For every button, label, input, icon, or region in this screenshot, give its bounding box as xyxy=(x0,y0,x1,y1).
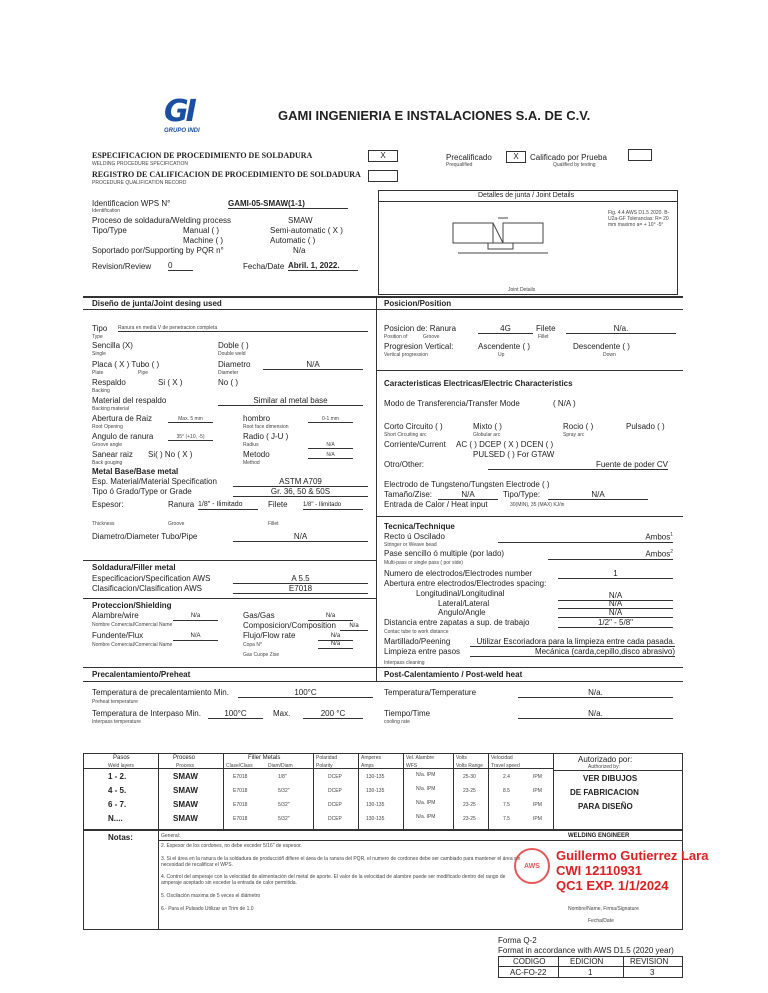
table-row-3-speed: 7.5 xyxy=(503,802,510,808)
alambre-label: Alambre/wire xyxy=(92,611,139,620)
corriente-label: Corriente/Current xyxy=(384,440,446,449)
radio-label: Radio ( J-U ) xyxy=(243,432,289,441)
note-item-5: 5. Oscilación maxima de 5 veces el diámetro xyxy=(161,893,261,899)
table-row-4-diam: 5/32" xyxy=(278,816,290,822)
interpaso-min-value: 100°C xyxy=(208,709,263,719)
edicion-label: EDICION xyxy=(570,957,604,966)
post-temp-label: Temperatura/Temperature xyxy=(384,688,477,697)
numero-electrodos-label: Numero de electrodos/Electrodes number xyxy=(384,569,533,578)
interpass-cleaning-en: Interpass cleaning xyxy=(384,660,425,666)
distancia-value: 1/2" - 5/8" xyxy=(558,618,673,628)
precal-label-en: Prequalified xyxy=(446,162,473,168)
proceso-value: SMAW xyxy=(288,216,313,225)
progresion-label: Progresion Vertical: xyxy=(384,342,454,351)
signature-cwi: CWI 12110931 xyxy=(556,863,643,878)
table-row-4-pasos: N.... xyxy=(108,814,123,823)
fecha-firma-label: Fecha/Date xyxy=(588,918,614,924)
table-row-1-pasos: 1 - 2. xyxy=(108,772,127,781)
table-row-2-ipm: IPM xyxy=(533,788,542,794)
hombro-label: hombro xyxy=(243,414,271,423)
entrada-calor-value: 30(MIN), 35 (MAX) KJ/in xyxy=(510,502,565,508)
metodo-label: Metodo xyxy=(243,450,270,459)
company-logo: GI xyxy=(164,94,194,129)
fillet-en: Fillet xyxy=(268,521,279,527)
table-row-2-volts: 23-25 xyxy=(463,788,476,794)
modo-value: ( N/A ) xyxy=(553,399,576,408)
tamano-label: Tamaño/Zise: xyxy=(384,490,433,499)
metal-base-title: Metal Base/Base metal xyxy=(92,467,179,476)
back-gouging-en: Back gouging xyxy=(92,460,123,466)
tipo-semi: Semi-automatic ( X ) xyxy=(270,226,343,235)
note-item-4: 4. Control del amperaje con la velocidad de alimentación del metal de aporte. El valor de la velocidad de alambre puede ser modificado dentro del rango de amperaje aceptado sin exceder la entrada de calor permitida. xyxy=(161,874,506,886)
copa-value: N/a xyxy=(318,641,353,649)
interpaso-label: Temperatura de Interpaso Min. xyxy=(92,709,201,718)
spray-en: Spray arc xyxy=(563,432,585,438)
ascendente: Ascendente ( ) xyxy=(478,342,531,351)
document-page xyxy=(78,88,709,983)
soldadura-title: Soldadura/Filler metal xyxy=(92,563,176,572)
posicion-title: Posicion/Position xyxy=(384,299,452,308)
table-row-4-clase: E7018 xyxy=(233,816,248,822)
otro-value: Fuente de poder CV xyxy=(488,460,668,470)
table-row-1-amps: 130-135 xyxy=(366,774,385,780)
respaldo-si: Si ( X ) xyxy=(158,378,183,387)
revision-footer-value: 3 xyxy=(650,968,655,977)
ranura-value: 1/8" - Ilimitado xyxy=(198,501,258,510)
calprueba-label-en: Qualified by testing xyxy=(553,162,596,168)
th-velocidad: Velocidad xyxy=(491,755,513,761)
stringer-en: Stringer or Weave bead xyxy=(384,542,437,548)
preheat-en: Preheat temperature xyxy=(92,699,138,705)
interpaso-max-value: 200 °C xyxy=(303,709,363,719)
th-vel-alambre: Vel. Alambre xyxy=(406,755,435,761)
pqr-checkbox[interactable] xyxy=(368,170,398,182)
calprueba-checkbox[interactable] xyxy=(628,149,652,161)
soldadura-clas-label: Clasificacion/Clasification AWS xyxy=(92,584,202,593)
auth-text-3: PARA DISEÑO xyxy=(578,802,633,811)
short-en: Short Circuiting arc xyxy=(384,432,427,438)
th-wfs: WFS xyxy=(406,763,418,769)
corriente-value: AC ( ) DCEP ( X ) DCEN ( ) xyxy=(456,440,554,449)
abertura-raiz-label: Abertura de Raiz xyxy=(92,414,153,423)
longitudinal-value: N/A xyxy=(558,591,673,601)
groove-en: Groove xyxy=(168,521,185,527)
corto-circuito: Corto Circuito ( ) xyxy=(384,422,443,431)
th-pasos-en: Weld layers xyxy=(108,763,135,769)
table-row-4-amps: 130-135 xyxy=(366,816,385,822)
note-item-3: 3. Si el área en la ranura de la soldadura de produccióñ difiere el área de la ranura del PQR, el numero de cordones debe ser cambiado para mantener el área sin necesidad de recalificar el WPS. xyxy=(161,856,521,868)
tipo-machine: Machine ( ) xyxy=(183,236,224,245)
gas-value: N/a xyxy=(308,613,353,621)
radius-en: Radius xyxy=(243,442,259,448)
alambre-value: N/a xyxy=(173,613,218,621)
table-row-4-ipm: IPM xyxy=(533,816,542,822)
diametro-value: N/A xyxy=(263,360,363,370)
table-row-3-clase: E7018 xyxy=(233,802,248,808)
espesor-label: Espesor: xyxy=(92,500,124,509)
contact-en: Contac tube to work distance xyxy=(384,629,449,635)
table-row-2-proceso: SMAW xyxy=(173,786,198,795)
fillet-pos-en: Fillet xyxy=(538,334,549,340)
table-row-1-ipm: IPM xyxy=(533,774,542,780)
pipe-en: Pipe xyxy=(138,370,149,376)
pulsado: Pulsado ( ) xyxy=(626,422,665,431)
wps-title-en: WELDING PROCEDURE SPECIFICATION xyxy=(92,161,189,167)
soldadura-espec-value: A 5.5 xyxy=(233,574,368,584)
gas-cup-en: Gas Cuope Zise xyxy=(243,652,280,658)
gas-label: Gas/Gas xyxy=(243,611,275,620)
globular-en: Globular arc xyxy=(473,432,501,438)
signature-name: Guillermo Gutierrez Lara xyxy=(556,848,709,863)
distancia-label: Distancia entre zapatas a sup. de trabajo xyxy=(384,618,530,627)
diseno-tipo-value: Ranura en media V de penetracion completa xyxy=(118,325,368,332)
table-row-4-speed: 7.5 xyxy=(503,816,510,822)
angulo-tec-value: N/A xyxy=(558,608,673,618)
table-row-3-amps: 130-135 xyxy=(366,802,385,808)
double-en: Double weld xyxy=(218,351,246,357)
composicion-label: Composicion/Composition xyxy=(243,621,336,630)
table-row-1-wfs: N/a. IPM xyxy=(416,772,436,778)
multipass-en: Multi-pass or single pass ( por side) xyxy=(384,560,463,566)
soportado-label: Soportado por/Supporting by PQR n° xyxy=(92,246,224,255)
placa-tubo: Placa ( X ) Tubo ( ) xyxy=(92,360,160,369)
electricas-title: Caracteristicas Electricas/Electric Characteristics xyxy=(384,379,573,388)
table-row-4-pol: DCEP xyxy=(328,816,342,822)
tamano-value: N/A xyxy=(438,490,498,500)
joint-details-title: Detalles de junta / Joint Details xyxy=(478,192,575,199)
thickness-en: Thickness xyxy=(92,521,115,527)
up-en: Up xyxy=(498,352,505,358)
th-clase: Clase/Class xyxy=(226,763,253,769)
posicion-ranura-value: 4G xyxy=(478,324,533,334)
numero-electrodos-value: 1 xyxy=(558,569,673,579)
filete-value: 1/8" - Ilimitado xyxy=(303,502,363,510)
tipo-label: Tipo/Type xyxy=(92,226,127,235)
proteccion-title: Proteccion/Shielding xyxy=(92,601,172,610)
calprueba-label: Calificado por Prueba xyxy=(530,153,607,162)
table-row-4-volts: 23-25 xyxy=(463,816,476,822)
soldadura-espec-label: Especificacion/Specification AWS xyxy=(92,574,211,583)
signature-qc1: QC1 EXP. 1/1/2024 xyxy=(556,878,669,893)
table-row-3-pol: DCEP xyxy=(328,802,342,808)
table-row-2-amps: 130-135 xyxy=(366,788,385,794)
recto-label: Recto ú Oscilado xyxy=(384,532,445,541)
th-volts: Volts xyxy=(456,755,467,761)
entrada-calor-label: Entrada de Calor / Heat input xyxy=(384,500,488,509)
proceso-label: Proceso de soldadura/Welding process xyxy=(92,216,232,225)
posicion-label: Posicion de: Ranura xyxy=(384,324,457,333)
auth-text-2: DE FABRICACION xyxy=(570,788,639,797)
table-row-2-wfs: N/a. IPM xyxy=(416,786,436,792)
plate-en: Plate xyxy=(92,370,104,376)
root-opening-en: Root Opening xyxy=(92,424,123,430)
th-diam: Diam/Diam xyxy=(268,763,293,769)
otro-label: Otro/Other: xyxy=(384,460,425,469)
revision-value: 0 xyxy=(168,261,193,271)
diametro-label: Diametro xyxy=(218,360,251,369)
sanear-value: Si( ) No ( X ) xyxy=(148,450,193,459)
diseno-title: Diseño de junta/Joint desing used xyxy=(92,299,222,308)
diametro-tubo-label: Diametro/Diameter Tubo/Pipe xyxy=(92,532,198,541)
th-proceso-en: Process xyxy=(176,763,195,769)
format-label: Format in accordance with AWS D1.5 (2020 year) xyxy=(498,946,674,955)
table-row-1-speed: 2.4 xyxy=(503,774,510,780)
backing-en: Backing xyxy=(92,388,110,394)
wps-checkbox[interactable]: X xyxy=(368,150,398,162)
auth-en: Authorized by: xyxy=(588,764,620,770)
metodo-value: N/A xyxy=(308,452,353,459)
post-tiempo-value: N/a. xyxy=(518,709,673,719)
tecnica-title: Tecnica/Technique xyxy=(384,522,455,531)
abertura-raiz-value: Max. 5 mm xyxy=(168,416,213,423)
th-polarity: Polarity xyxy=(316,763,333,769)
down-en: Down xyxy=(603,352,616,358)
limpieza-value: Mecánica (carda,cepillo,disco abrasivo) xyxy=(470,647,675,657)
esp-material-label: Esp. Material/Material Specification xyxy=(92,477,217,486)
sanear-label: Sanear raiz xyxy=(92,450,133,459)
type-en: Type xyxy=(92,334,103,340)
esp-material-value: ASTM A709 xyxy=(233,477,368,487)
table-row-1-volts: 25-30 xyxy=(463,774,476,780)
soportado-value: N/a xyxy=(293,246,306,255)
precal-temp-label: Temperatura de precalentamiento Min. xyxy=(92,688,229,697)
table-row-2-clase: E7018 xyxy=(233,788,248,794)
post-temp-value: N/a. xyxy=(518,688,673,698)
copa-label: Copa N° xyxy=(243,642,262,648)
table-row-1-pol: DCEP xyxy=(328,774,342,780)
tipo-grado-label: Tipo ó Grado/Type or Grade xyxy=(92,487,192,496)
postcal-title: Post-Calentamiento / Post-weld heat xyxy=(384,670,523,679)
wps-id-label: Identificacion WPS N° xyxy=(92,199,171,208)
nombre-comercial-2: Nombre Comercial/Comercial Name xyxy=(92,642,173,648)
hombro-value: 0-1 mm xyxy=(308,416,353,423)
table-row-1-clase: E7018 xyxy=(233,774,248,780)
table-row-3-ipm: IPM xyxy=(533,802,542,808)
table-row-2-pasos: 4 - 5. xyxy=(108,786,127,795)
sencilla: Sencilla (X) xyxy=(92,341,133,350)
doble: Doble ( ) xyxy=(218,341,249,350)
tipo-grado-value: Gr. 36, 50 & 50S xyxy=(233,487,368,497)
table-row-2-speed: 8.5 xyxy=(503,788,510,794)
modo-label: Modo de Transferencia/Transfer Mode xyxy=(384,399,520,408)
table-row-4-wfs: N/a. IPM xyxy=(416,814,436,820)
revision-footer-label: REVISION xyxy=(630,957,669,966)
notes-label: Notas: xyxy=(108,833,133,842)
precal-checkbox[interactable]: X xyxy=(506,151,526,163)
pqr-title-en: PROCEDURE QUALIFICATION RECORD xyxy=(92,180,187,186)
flujo-value: N/a xyxy=(318,633,353,641)
th-pasos: Pasos xyxy=(113,755,130,761)
tipo-auto: Automatic ( ) xyxy=(270,236,316,245)
angulo-ranura-label: Angulo de ranura xyxy=(92,432,154,441)
cooling-en: cooling rate xyxy=(384,719,410,725)
table-row-2-diam: 5/32" xyxy=(278,788,290,794)
joint-note: Fig. 4.4 AWS D1.5 2020. B-U2a-GF Tolerancias: R= 20 mm maximo a= + 10° -5° xyxy=(608,210,670,228)
wps-id-value: GAMI-05-SMAW(1-1) xyxy=(228,199,348,209)
diseno-tipo-label: Tipo xyxy=(92,324,108,333)
th-proceso: Proceso xyxy=(173,755,196,761)
radio-value: N/A xyxy=(308,442,353,449)
welding-engineer: WELDING ENGINEER xyxy=(568,833,630,839)
interpass-en: Interpass temperature xyxy=(92,719,141,725)
flujo-label: Flujo/Flow rate xyxy=(243,631,296,640)
company-name: GAMI INGENIERIA E INSTALACIONES S.A. DE C.V. xyxy=(278,108,591,123)
forma-label: Forma Q-2 xyxy=(498,936,537,945)
root-face-en: Root face dimension xyxy=(243,424,289,430)
respaldo-label: Respaldo xyxy=(92,378,126,387)
th-volts-range: Volts Range xyxy=(456,763,483,769)
auth-text-1: VER DIBUJOS xyxy=(583,774,638,783)
fecha-label: Fecha/Date xyxy=(243,262,285,271)
max-label: Max. xyxy=(273,709,291,718)
joint-caption: Joint Details xyxy=(508,287,536,293)
joint-sketch xyxy=(448,213,558,268)
groove-angle-en: Groove angle xyxy=(92,442,123,448)
wps-title: ESPECIFICACION DE PROCEDIMIENTO DE SOLDADURA xyxy=(92,151,313,160)
descendente: Descendente ( ) xyxy=(573,342,630,351)
th-amperes: Amperes xyxy=(361,755,382,761)
groove-pos-en: Groove xyxy=(423,334,440,340)
pase-label: Pase sencillo ó multiple (por lado) xyxy=(384,549,505,558)
note-item-2: 2. Espesor de los cordones, no debe exceder 5/16" de espesor. xyxy=(161,843,302,849)
mixto: Mixto ( ) xyxy=(473,422,502,431)
respaldo-no: No ( ) xyxy=(218,378,238,387)
auth-title: Autorizado por: xyxy=(578,755,633,764)
fecha-value: Abril. 1, 2022. xyxy=(288,261,358,271)
diameter-en: Diameter xyxy=(218,370,239,376)
edicion-value: 1 xyxy=(588,968,593,977)
table-row-3-proceso: SMAW xyxy=(173,800,198,809)
table-row-3-diam: 5/32" xyxy=(278,802,290,808)
table-row-1-diam: 1/8" xyxy=(278,774,287,780)
recto-value: Ambos$^1$ xyxy=(498,532,673,543)
tipo-tungsteno-value: N/A xyxy=(548,490,648,500)
posicion-filete-label: Filete xyxy=(536,324,556,333)
method-en: Method xyxy=(243,460,260,466)
material-respaldo-label: Material del respaldo xyxy=(92,396,167,405)
th-polaridad: Polaridad xyxy=(316,755,338,761)
backing-material-en: Backing material xyxy=(92,406,129,412)
table-row-2-pol: DCEP xyxy=(328,788,342,794)
limpieza-label: Limpieza entre pasos xyxy=(384,647,461,656)
tipo-tungsteno-label: Tipo/Type: xyxy=(503,490,541,499)
longitudinal-label: Longitudinal/Longitudinal xyxy=(416,589,505,598)
vertical-en: Vertical progression xyxy=(384,352,428,358)
nombre-comercial-1: Nombre Comercial/Comercial Name xyxy=(92,622,173,628)
fundente-value: N/A xyxy=(173,633,218,641)
table-row-3-volts: 23-25 xyxy=(463,802,476,808)
certification-stamp: AWS xyxy=(514,848,550,884)
ranura-label: Ranura xyxy=(168,500,195,509)
pqr-title: REGISTRO DE CALIFICACION DE PROCEDIMIENTO DE SOLDADURA xyxy=(92,170,361,179)
precal-title: Precalentamiento/Preheat xyxy=(92,670,191,679)
martillado-value: Utilizar Escoriadora para la limpieza entre cada pasada. xyxy=(470,637,675,647)
th-filler: Filler Metals xyxy=(248,755,281,761)
revision-label: Revision/Review xyxy=(92,262,152,271)
lateral-value: N/A xyxy=(558,599,673,609)
abertura-electrodos-label: Abertura entre electrodos/Electrodes spacing: xyxy=(384,579,547,588)
posicion-filete-value: N/a. xyxy=(566,324,676,334)
single-en: Single xyxy=(92,351,106,357)
codigo-label: CODIGO xyxy=(513,957,546,966)
lateral-label: Lateral/Lateral xyxy=(438,599,490,608)
th-amps: Amps xyxy=(361,763,374,769)
precal-temp-value: 100°C xyxy=(238,688,373,698)
pase-value: Ambos$^2$ xyxy=(548,549,673,560)
tipo-manual: Manual ( ) xyxy=(183,226,220,235)
note-item-6: 6.- Para el Pulsado Utilizar un Trim de 1.0 xyxy=(161,906,254,912)
codigo-value: AC-FO-22 xyxy=(510,968,547,977)
position-of-en: Position of xyxy=(384,334,408,340)
table-row-3-wfs: N/a. IPM xyxy=(416,800,436,806)
martillado-label: Martillado/Peening xyxy=(384,637,451,646)
diametro-tubo-value: N/A xyxy=(233,532,368,542)
composicion-value: N/a xyxy=(340,623,368,631)
logo-subtitle: GRUPO INDI xyxy=(164,128,200,134)
table-row-1-proceso: SMAW xyxy=(173,772,198,781)
filete-label: Filete xyxy=(268,500,288,509)
nombre-firma-label: Nombre/Name, Firma/Signature xyxy=(568,906,639,912)
table-row-4-proceso: SMAW xyxy=(173,814,198,823)
wps-id-label-en: Identification xyxy=(92,208,121,214)
material-respaldo-value: Similar al metal base xyxy=(218,396,363,406)
th-travel: Travel speed xyxy=(491,763,520,769)
angulo-tec-label: Angulo/Angle xyxy=(438,608,486,617)
notes-general: General: xyxy=(161,833,181,839)
rocio: Rocio ( ) xyxy=(563,422,594,431)
soldadura-clas-value: E7018 xyxy=(233,584,368,594)
post-tiempo-label: Tiempo/Time xyxy=(384,709,431,718)
table-row-3-pasos: 6 - 7. xyxy=(108,800,127,809)
tungsteno-label: Electrodo de Tungsteno/Tungsten Electrode ( ) xyxy=(384,480,550,489)
precal-label: Precalificado xyxy=(446,153,492,162)
angulo-ranura-value: 35° (+10, -5) xyxy=(168,434,213,441)
pulsed-gtaw: PULSED ( ) For GTAW xyxy=(473,450,555,459)
fundente-label: Fundente/Flux xyxy=(92,631,144,640)
